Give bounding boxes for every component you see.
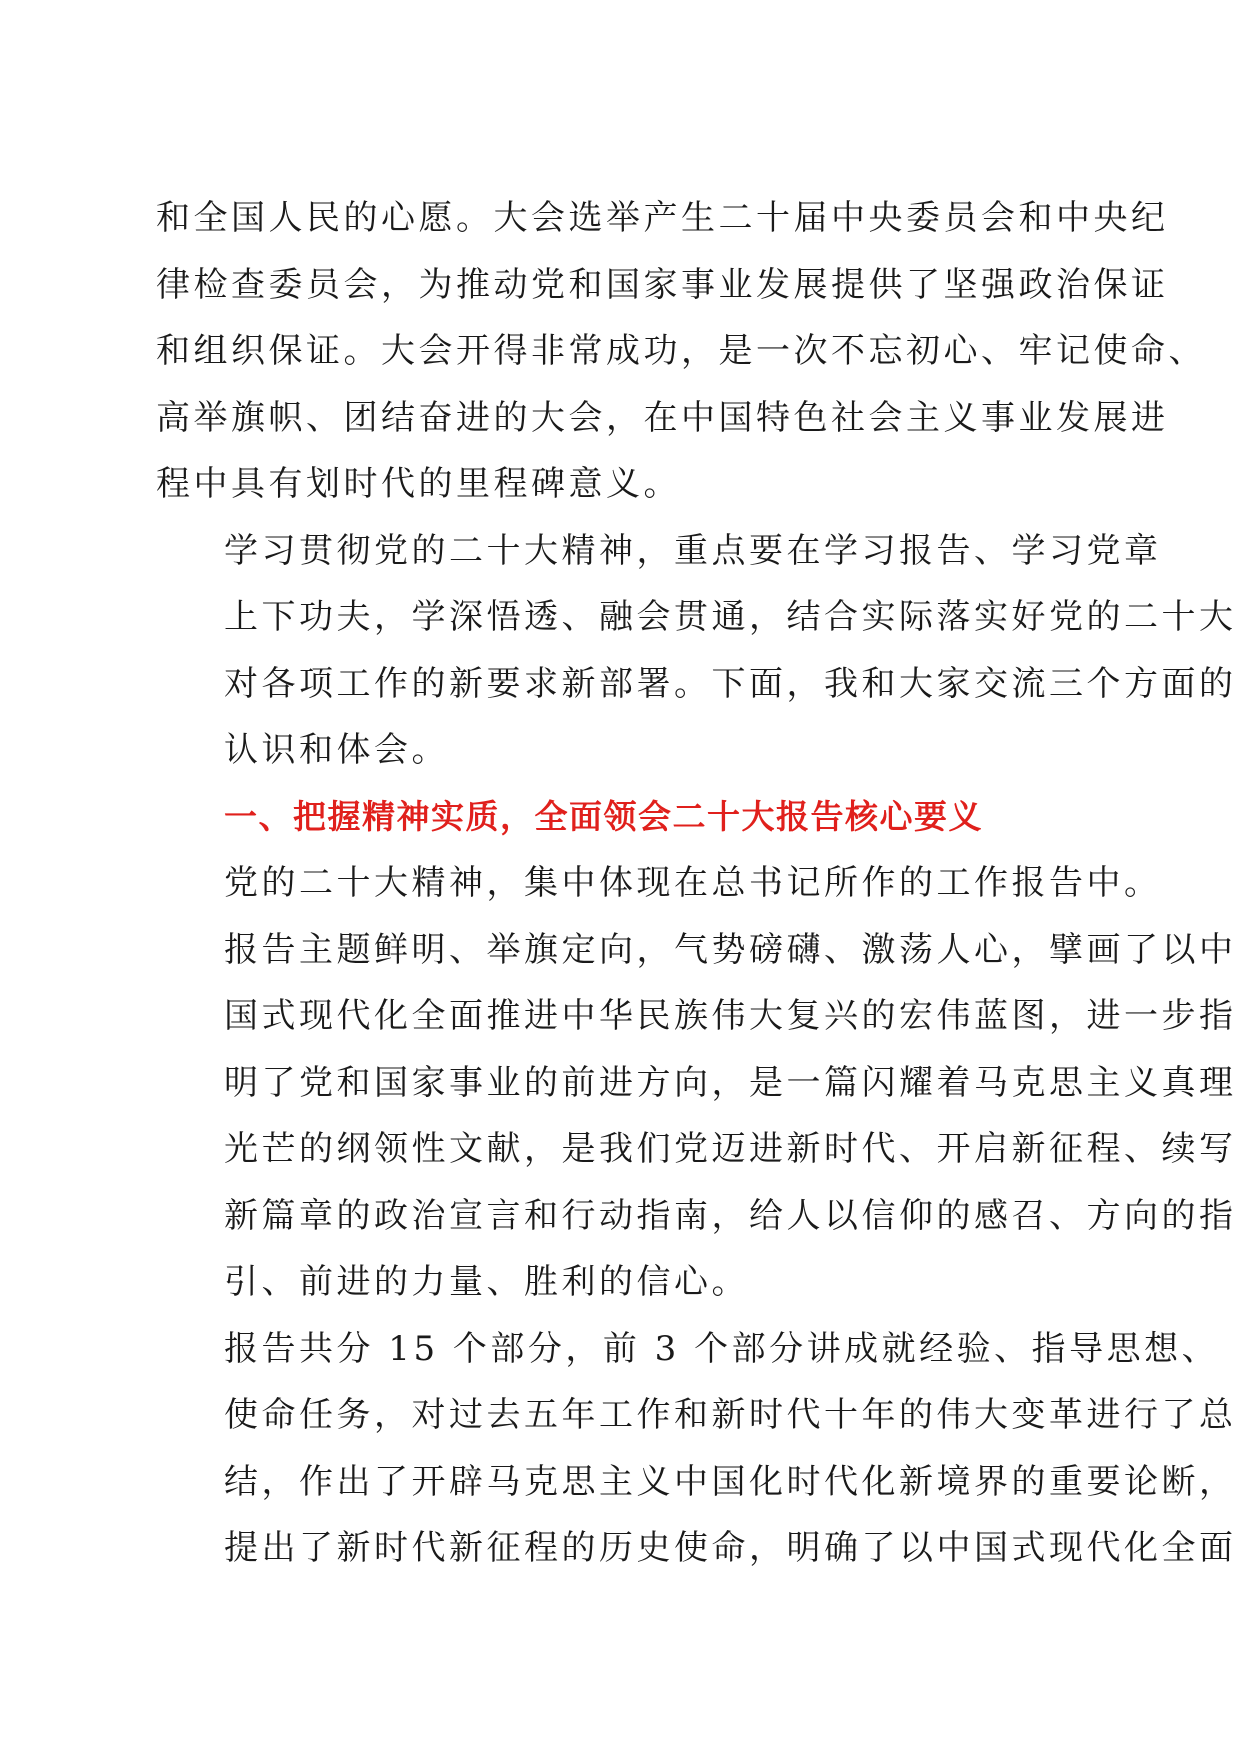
text-line: 党的二十大精神，集中体现在总书记所作的工作报告中。	[224, 863, 1162, 903]
text-line: 程中具有划时代的里程碑意义。	[156, 464, 681, 504]
paragraph-report-overview	[156, 850, 1237, 1316]
text-line: 报告主题鲜明、举旗定向，气势磅礴、激荡人心，擘画了以中	[224, 929, 1237, 970]
text-line: 和组织保证。大会开得非常成功，是一次不忘初心、牢记使命、	[156, 331, 1206, 371]
text-line: 律检查委员会，为推动党和国家事业发展提供了坚强政治保证	[156, 264, 1169, 305]
text-line: 报告共分 15 个部分，前 3 个部分讲成就经验、指导思想、	[224, 1328, 1220, 1369]
text-line: 上下功夫，学深悟透、融会贯通，结合实际落实好党的二十大	[224, 597, 1237, 637]
paragraph-intro-continued	[156, 185, 1206, 518]
paragraph-report-structure	[156, 1316, 1237, 1582]
text-line: 和全国人民的心愿。大会选举产生二十届中央委员会和中央纪	[156, 198, 1169, 238]
section-heading: 一、把握精神实质，全面领会二十大报告核心要义	[224, 796, 983, 836]
text-line: 学习贯彻党的二十大精神，重点要在学习报告、学习党章	[224, 530, 1162, 571]
text-line: 结，作出了开辟马克思主义中国化时代化新境界的重要论断，	[224, 1461, 1237, 1502]
text-line: 对各项工作的新要求新部署。下面，我和大家交流三个方面的	[224, 663, 1237, 704]
text-line: 提出了新时代新征程的历史使命，明确了以中国式现代化全面	[224, 1528, 1237, 1568]
paragraph-study-focus	[156, 518, 1237, 784]
text-line: 高举旗帜、团结奋进的大会，在中国特色社会主义事业发展进	[156, 397, 1169, 438]
text-line: 光芒的纲领性文献，是我们党迈进新时代、开启新征程、续写	[224, 1129, 1237, 1169]
text-line: 使命任务，对过去五年工作和新时代十年的伟大变革进行了总	[224, 1395, 1237, 1435]
text-line: 明了党和国家事业的前进方向，是一篇闪耀着马克思主义真理	[224, 1062, 1237, 1103]
document-body	[156, 185, 1237, 1582]
text-line: 认识和体会。	[224, 730, 449, 770]
text-line: 国式现代化全面推进中华民族伟大复兴的宏伟蓝图，进一步指	[224, 996, 1237, 1036]
text-line: 新篇章的政治宣言和行动指南，给人以信仰的感召、方向的指	[224, 1195, 1237, 1236]
text-line: 引、前进的力量、胜利的信心。	[224, 1262, 749, 1302]
